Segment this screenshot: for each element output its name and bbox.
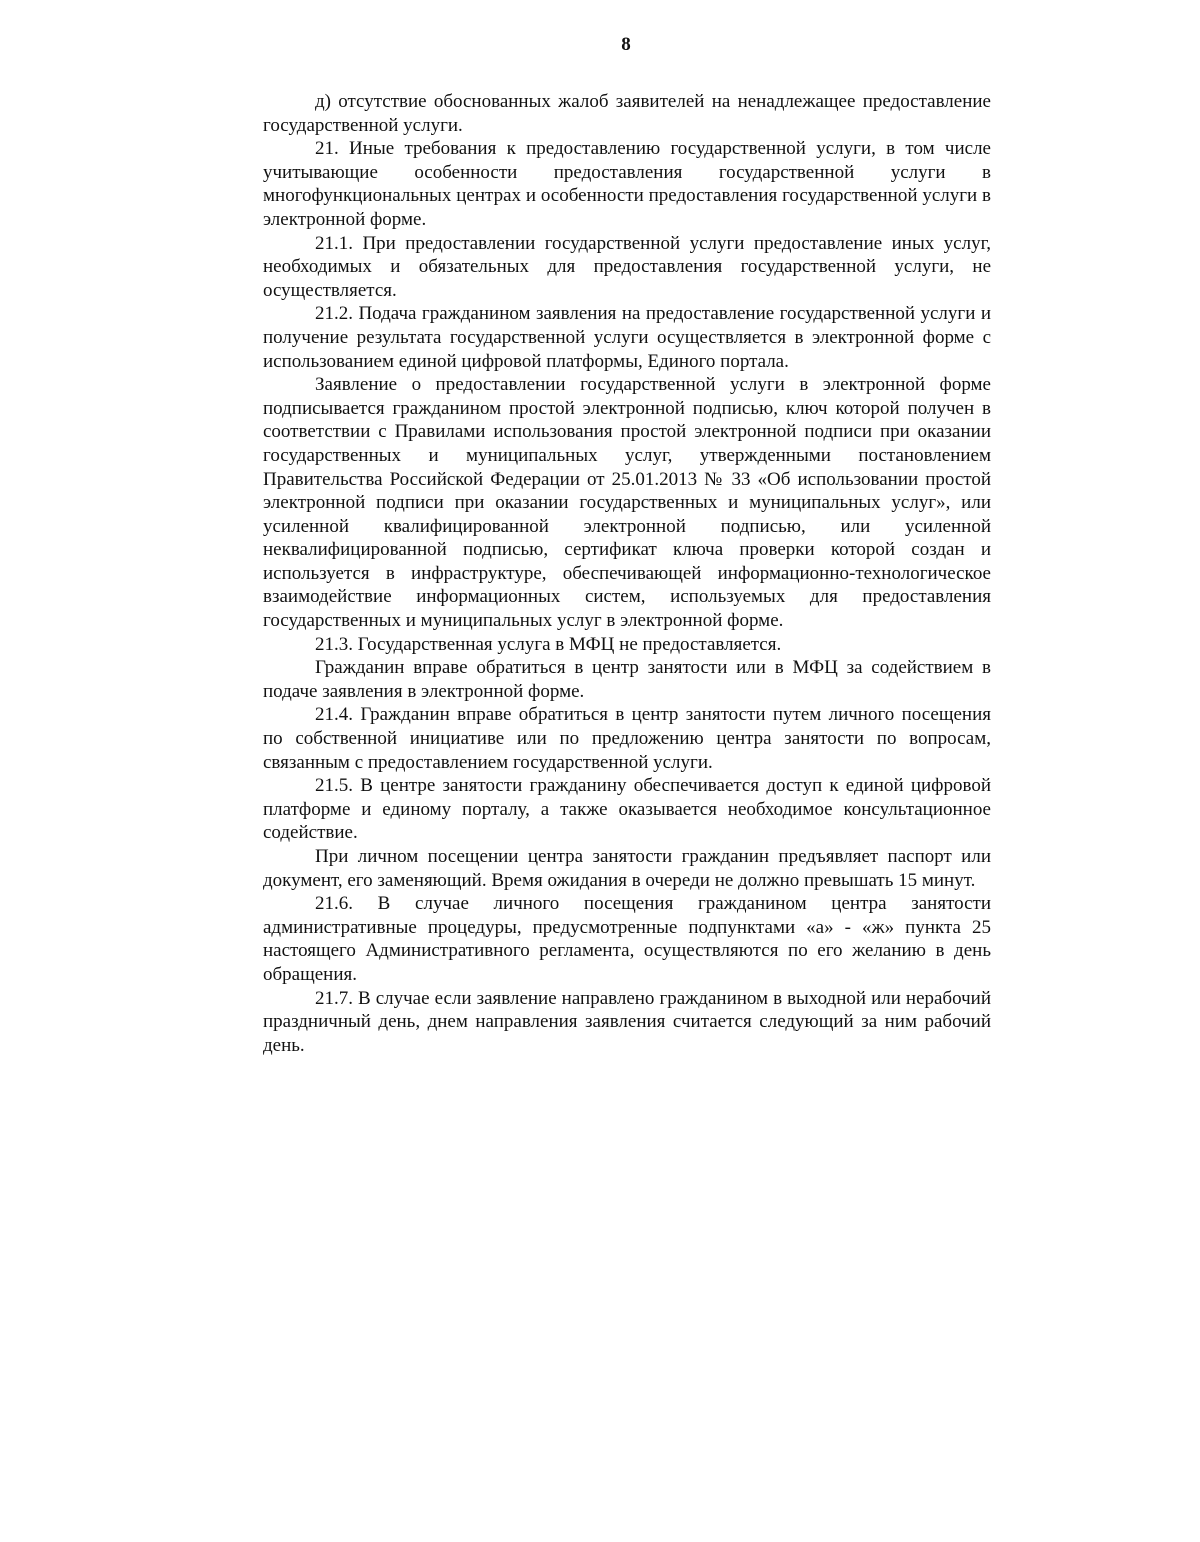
paragraph-21: 21. Иные требования к предоставлению государственной услуги, в том числе учитывающие особенности предоставления государственной услуги в многофункциональных центрах и особенности предоставления государственной услуги в электронной форме. — [263, 138, 991, 230]
paragraph-d-complaints: д) отсутствие обоснованных жалоб заявителей на ненадлежащее предоставление государственной услуги. — [263, 91, 991, 136]
paragraph-21-7: 21.7. В случае если заявление направлено гражданином в выходной или нерабочий праздничный день, днем направления заявления считается следующий за ним рабочий день. — [263, 987, 991, 1056]
paragraph-21-4: 21.4. Гражданин вправе обратиться в центр занятости путем личного посещения по собственной инициативе или по предложению центра занятости по вопросам, связанным с предоставлением государственной услуги. — [263, 704, 991, 773]
paragraph-mfc-assistance: Гражданин вправе обратиться в центр занятости или в МФЦ за содействием в подаче заявления в электронной форме. — [263, 657, 991, 702]
document-body — [263, 90, 991, 1057]
paragraph-21-2: 21.2. Подача гражданином заявления на предоставление государственной услуги и получение результата государственной услуги осуществляется в электронной форме с использованием единой цифровой платформы, Единого портала. — [263, 303, 991, 372]
paragraph-personal-visit: При личном посещении центра занятости гражданин предъявляет паспорт или документ, его заменяющий. Время ожидания в очереди не должно превышать 15 минут. — [263, 846, 991, 891]
page-number: 8 — [621, 34, 631, 55]
paragraph-21-6: 21.6. В случае личного посещения гражданином центра занятости административные процедуры, предусмотренные подпунктами «а» - «ж» пункта 25 настоящего Административного регламента, осуществляются по его желанию в день обращения. — [263, 893, 991, 985]
paragraph-21-1: 21.1. При предоставлении государственной услуги предоставление иных услуг, необходимых и обязательных для предоставления государственной услуги, не осуществляется. — [263, 232, 991, 301]
paragraph-21-3: 21.3. Государственная услуга в МФЦ не предоставляется. — [315, 633, 782, 655]
paragraph-21-5: 21.5. В центре занятости гражданину обеспечивается доступ к единой цифровой платформе и единому порталу, а также оказывается необходимое консультационное содействие. — [263, 775, 991, 844]
paragraph-electronic-signature: Заявление о предоставлении государственной услуги в электронной форме подписывается гражданином простой электронной подписью, ключ которой получен в соответствии с Правилами использования простой электронной подписи при оказании государственных и муниципальных услуг, утвержденными постановлением Правительства Российской Федерации от 25.01.2013 № 33 «Об использовании простой электронной подписи при оказании государственных и муниципальных услуг», или усиленной квалифицированной электронной подписью, или усиленной неквалифицированной подписью, сертификат ключа проверки которой создан и используется в инфраструктуре, обеспечивающей информационно-технологическое взаимодействие информационных систем, используемых для предоставления государственных и муниципальных услуг в электронной форме. — [263, 374, 991, 632]
